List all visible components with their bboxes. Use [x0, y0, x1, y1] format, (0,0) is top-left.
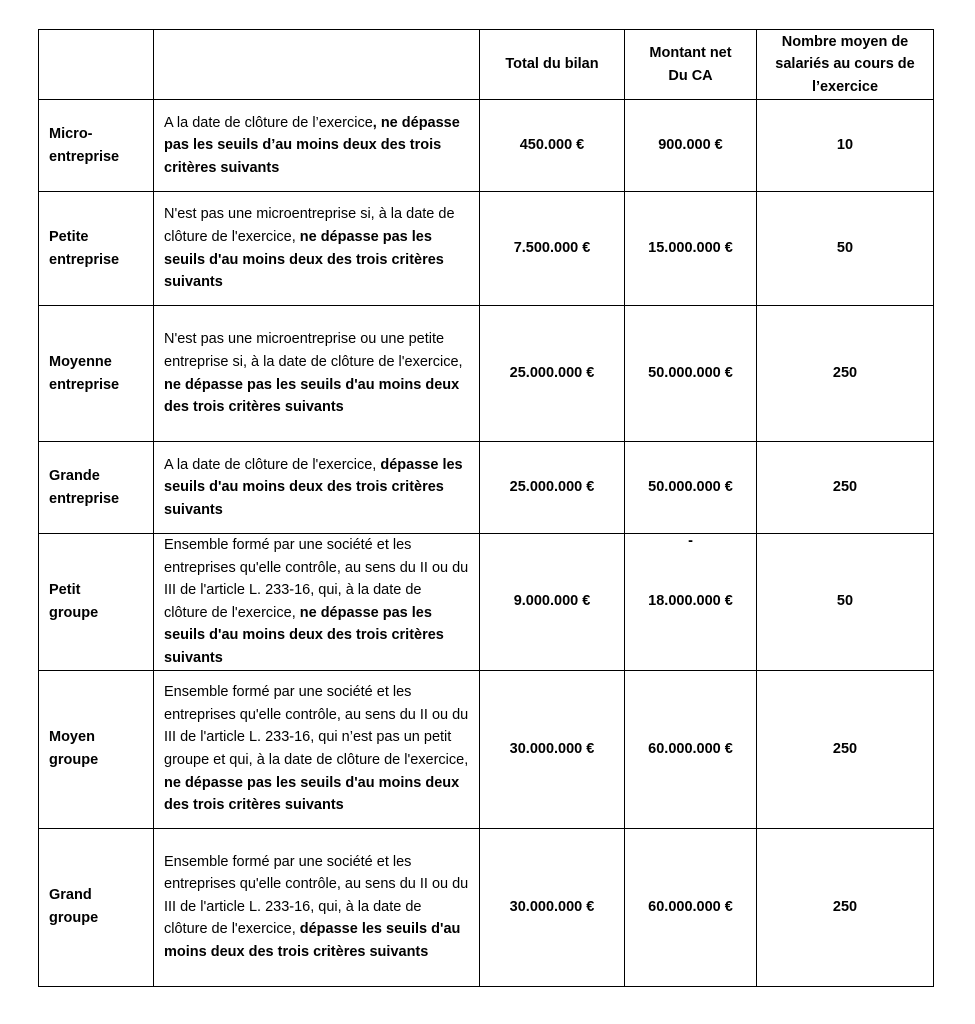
dash-mark: -: [688, 533, 693, 550]
montant-ca-wrapper: [635, 533, 746, 613]
montant-ca-value: 900.000 €: [658, 137, 723, 154]
montant-ca-value: 60.000.000 €: [648, 898, 733, 915]
header-row: [39, 30, 934, 100]
table-row: [39, 306, 934, 442]
total-bilan-value: 30.000.000 €: [509, 740, 595, 757]
description-text: N'est pas une microentreprise ou une petite entreprise si, à la date de clôture de l'exercice,: [164, 331, 463, 370]
category-label-line1: Moyen: [49, 729, 95, 746]
table-row: [39, 828, 934, 986]
salaries-cell: [757, 534, 934, 671]
category-label-line1: Petit: [49, 582, 81, 599]
salaries-cell: [757, 828, 934, 986]
category-cell: [39, 828, 154, 986]
total-bilan-cell: [480, 828, 625, 986]
category-label-line1: Grande: [49, 467, 100, 484]
salaries-cell: [757, 100, 934, 192]
header-cell-salaries: [757, 30, 934, 100]
description-bold-text: , ne dépasse pas les seuils d’au moins deux des trois critères suivants: [164, 114, 460, 176]
description-bold-text: ne dépasse pas les seuils d'au moins deux des trois critères suivants: [164, 604, 444, 666]
description-bold-text: dépasse les seuils d'au moins deux des trois critères suivants: [164, 921, 461, 960]
table-row: [39, 670, 934, 828]
montant-ca-value: 15.000.000 €: [648, 240, 733, 257]
salaries-cell: [757, 670, 934, 828]
montant-ca-value: 50.000.000 €: [648, 479, 733, 496]
montant-ca-cell: [625, 306, 757, 442]
table-row: [39, 192, 934, 306]
category-label-line2: groupe: [49, 604, 99, 621]
montant-ca-cell: [625, 534, 757, 671]
header-total-bilan: Total du bilan: [505, 56, 599, 73]
total-bilan-cell: [480, 442, 625, 534]
description-cell: [154, 670, 480, 828]
description-cell: [154, 306, 480, 442]
salaries-value: 10: [836, 137, 854, 154]
montant-ca-cell: [625, 442, 757, 534]
salaries-value: 50: [836, 240, 854, 257]
header-cell-montant-ca: [625, 30, 757, 100]
salaries-value: 250: [832, 365, 858, 382]
description-cell: [154, 100, 480, 192]
header-salaries-line3: l’exercice: [811, 78, 879, 95]
salaries-value: 250: [832, 479, 858, 496]
salaries-value: 250: [832, 898, 858, 915]
description-bold-text: ne dépasse pas les seuils d'au moins deux des trois critères suivants: [164, 376, 460, 416]
montant-ca-value: 50.000.000 €: [648, 365, 733, 382]
table-row: [39, 534, 934, 671]
header-salaries-line1: Nombre moyen de: [781, 33, 909, 50]
thresholds-table: [38, 29, 934, 987]
category-cell: [39, 534, 154, 671]
description-bold-text: ne dépasse pas les seuils d'au moins deux des trois critères suivants: [164, 228, 444, 291]
total-bilan-value: 7.500.000 €: [513, 240, 591, 257]
total-bilan-cell: [480, 534, 625, 671]
header-salaries-line2: salariés au cours de: [775, 56, 915, 73]
header-cell-category: [39, 30, 154, 100]
description-bold-text: ne dépasse pas les seuils d'au moins deux des trois critères suivants: [164, 774, 460, 814]
description-bold-text: dépasse les seuils d'au moins deux des trois critères suivants: [164, 456, 463, 518]
description-text: Ensemble formé par une société et les entreprises qu'elle contrôle, au sens du II ou du III de l'article L. 233-16, qui, à la date de clôture de l'exercice,: [164, 537, 469, 621]
montant-ca-value: 60.000.000 €: [648, 740, 733, 757]
total-bilan-value: 25.000.000 €: [509, 479, 595, 496]
description-cell: [154, 442, 480, 534]
description-text: N'est pas une microentreprise si, à la date de clôture de l'exercice,: [164, 206, 455, 245]
table-row: [39, 100, 934, 192]
total-bilan-value: 25.000.000 €: [509, 365, 595, 382]
total-bilan-value: 30.000.000 €: [509, 898, 595, 915]
montant-ca-value: 18.000.000 €: [648, 593, 733, 610]
description-text: Ensemble formé par une société et les entreprises qu'elle contrôle, au sens du II ou du III de l'article L. 233-16, qui, à la date de clôture de l'exercice,: [164, 853, 469, 938]
category-label-line1: Grand: [49, 887, 92, 904]
salaries-cell: [757, 442, 934, 534]
description-cell: [154, 534, 480, 671]
description-text: A la date de clôture de l’exercice: [164, 114, 373, 131]
category-label-line1: Petite: [49, 228, 89, 245]
salaries-value: 50: [836, 593, 854, 610]
total-bilan-cell: [480, 100, 625, 192]
category-cell: [39, 100, 154, 192]
description-cell: [154, 192, 480, 306]
category-cell: [39, 306, 154, 442]
category-label-line2: entreprise: [49, 376, 120, 393]
category-label-line1: Moyenne: [49, 353, 112, 370]
montant-ca-cell: [625, 670, 757, 828]
description-text: A la date de clôture de l'exercice,: [164, 456, 381, 473]
description-text: Ensemble formé par une société et les entreprises qu'elle contrôle, au sens du II ou du III de l'article L. 233-16, qui n’est pas un petit groupe et qui, à la date de clôture de l'exercice,: [164, 684, 469, 769]
category-label-line2: entreprise: [49, 490, 120, 507]
total-bilan-value: 450.000 €: [519, 137, 585, 154]
category-cell: [39, 442, 154, 534]
salaries-cell: [757, 306, 934, 442]
category-label-line2: groupe: [49, 752, 99, 769]
category-label-line1: Micro-: [49, 125, 93, 142]
description-cell: [154, 828, 480, 986]
total-bilan-cell: [480, 670, 625, 828]
header-montant-net: Montant net: [649, 44, 732, 61]
category-cell: [39, 192, 154, 306]
salaries-value: 250: [832, 740, 858, 757]
category-cell: [39, 670, 154, 828]
category-label-line2: entreprise: [49, 251, 120, 268]
category-label-line2: entreprise: [49, 148, 120, 165]
header-cell-description: [154, 30, 480, 100]
total-bilan-cell: [480, 192, 625, 306]
montant-ca-cell: [625, 192, 757, 306]
total-bilan-value: 9.000.000 €: [513, 593, 591, 610]
salaries-cell: [757, 192, 934, 306]
header-cell-total-bilan: [480, 30, 625, 100]
total-bilan-cell: [480, 306, 625, 442]
montant-ca-cell: [625, 828, 757, 986]
montant-ca-cell: [625, 100, 757, 192]
category-label-line2: groupe: [49, 910, 99, 927]
table-row: [39, 442, 934, 534]
header-du-ca: Du CA: [668, 67, 713, 84]
